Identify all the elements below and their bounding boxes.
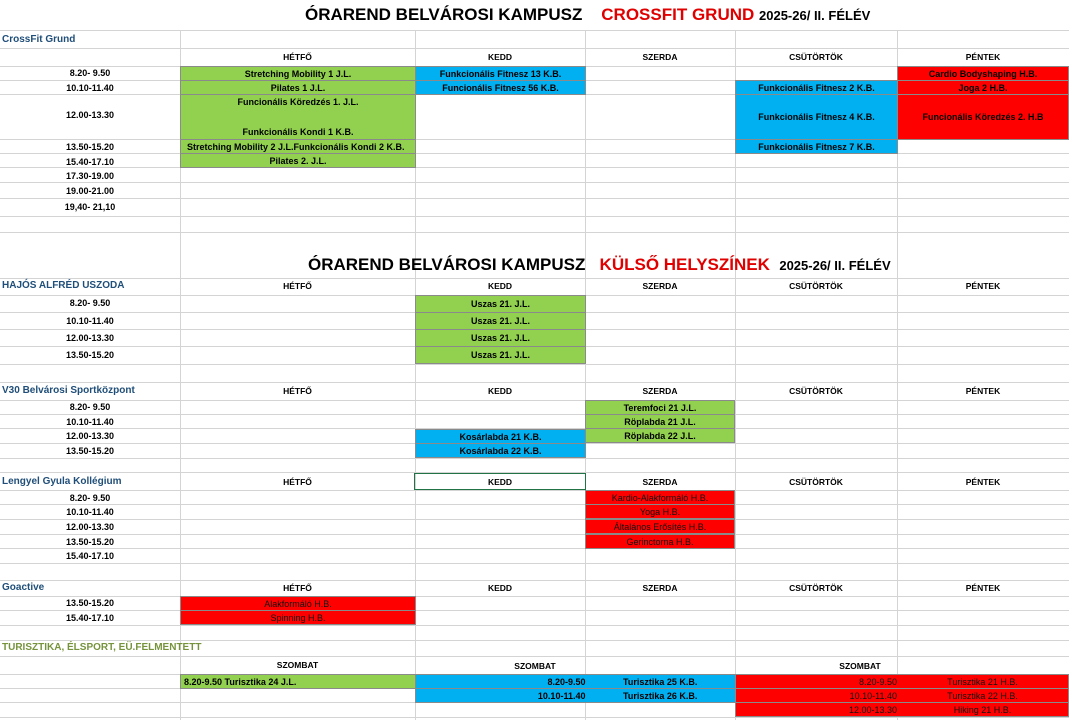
grid-row-line [0,519,1069,520]
grid-row-line [0,534,1069,535]
class-cell[interactable]: Yoga H.B. [585,504,735,519]
time-slot: 12.00-13.30 [65,333,115,343]
time-slot: 13.50-15.20 [65,350,115,360]
class-label: Funcionális Köredzés 1. J.L. [237,97,359,107]
class-cell[interactable]: Alakformáló H.B. [180,596,416,611]
grid-row-line [0,656,1069,657]
grid-row-line [0,30,1069,31]
section-turisztika: TURISZTIKA, ÉLSPORT, EÜ.FELMENTETT [2,642,202,653]
class-cell[interactable]: Funkcionális Fitnesz 4 K.B. [735,94,898,140]
grid-row-line [0,198,1069,199]
grid-row-line [0,232,1069,233]
time-slot: 13.50-15.20 [65,598,115,608]
header-szerda: SZERDA [642,281,678,291]
class-cell[interactable]: Spinning H.B. [180,610,416,625]
header-csutortok: CSÜTÖRTÖK [789,52,843,62]
class-label: Turisztika 22 H.B. [947,690,1018,701]
class-cell[interactable]: Uszas 21. J.L. [415,295,586,313]
header-hetfo: HÉTFŐ [283,52,312,62]
grid-row-line [0,563,1069,564]
class-cell[interactable]: Funcionális Köredzés 2. H.B [897,94,1069,140]
class-cell[interactable]: Stretching Mobility 1 J.L. [180,66,416,81]
time-slot: 12.00-13.30 [65,431,115,441]
title-suffix: 2025-26/ II. FÉLÉV [759,8,871,23]
class-cell[interactable]: Funkcionális Fitnesz 13 K.B. [415,66,586,81]
class-label: Turisztika 21 H.B. [947,676,1018,687]
class-cell[interactable] [735,674,1069,689]
grid-row-line [0,640,1069,641]
grid-row-line [0,717,1069,718]
time-slot: 10.10-11.40 [66,507,114,517]
header-csutortok: CSÜTÖRTÖK [789,386,843,396]
section-v30: V30 Belvárosi Sportközpont [2,385,135,396]
header-csutortok: CSÜTÖRTÖK [789,583,843,593]
header-pentek: PÉNTEK [965,386,1001,396]
class-time: 8.20-9.50 [859,676,898,687]
header-szombat: SZOMBAT [514,661,556,671]
time-slot: 17.30-19.00 [65,171,115,181]
time-slot: 8.20- 9.50 [69,493,111,503]
class-cell[interactable]: Pilates 2. J.L. [180,153,416,168]
header-kedd: KEDD [487,583,513,593]
time-slot: 10.10-11.40 [66,83,114,93]
header-kedd: KEDD [487,281,513,291]
grid-row-line [0,610,1069,611]
class-label: Turisztika 26 K.B. [623,690,698,701]
time-slot: 10.10-11.40 [66,417,114,427]
grid-row-line [0,48,1069,49]
section-goactive: Goactive [2,582,45,593]
grid-row-line [0,490,1069,491]
time-slot: 13.50-15.20 [65,446,115,456]
grid-row-line [0,153,1069,154]
class-cell[interactable]: Kosárlabda 22 K.B. [415,443,586,458]
class-time: 8.20-9.50 [547,676,586,687]
class-cell[interactable]: Kosárlabda 21 K.B. [415,429,586,444]
class-cell[interactable]: Joga 2 H.B. [897,80,1069,95]
time-slot: 19.00-21.00 [65,186,115,196]
grid-row-line [0,580,1069,581]
class-cell-double[interactable] [180,94,416,140]
page-title-kulso [308,255,891,275]
header-szerda: SZERDA [642,583,678,593]
time-slot: 12.00-13.30 [65,522,115,532]
class-cell[interactable]: 8.20-9.50 Turisztika 24 J.L. [180,674,416,689]
time-slot: 8.20- 9.50 [69,298,111,308]
title-prefix: ÓRAREND BELVÁROSI KAMPUSZ [308,255,586,274]
time-slot: 15.40-17.10 [65,551,115,561]
header-hetfo: HÉTFŐ [283,281,312,291]
page-title-crossfit [305,5,870,25]
grid-row-line [0,382,1069,383]
header-pentek: PÉNTEK [965,281,1001,291]
grid-row-line [0,182,1069,183]
header-hetfo: HÉTFŐ [283,477,312,487]
class-label: Hiking 21 H.B. [953,704,1012,715]
class-cell[interactable] [735,702,1069,717]
header-kedd: KEDD [487,386,513,396]
class-cell[interactable]: Általános Erősítés H.B. [585,519,735,534]
class-label: Funkcionális Kondi 2 K.B. [293,141,405,152]
header-szombat: SZOMBAT [839,661,881,671]
section-hajos: HAJÓS ALFRÉD USZODA [2,280,125,291]
class-cell[interactable]: Teremfoci 21 J.L. [585,400,735,415]
grid-row-line [0,625,1069,626]
grid-row-line [0,400,1069,401]
time-slot: 13.50-15.20 [65,142,115,152]
class-cell[interactable] [735,688,1069,703]
selected-cell-kedd[interactable]: KEDD [414,473,586,490]
time-slot: 10.10-11.40 [66,316,114,326]
grid-row-line [0,278,1069,279]
time-slot: 8.20- 9.50 [69,402,111,412]
header-hetfo: HÉTFŐ [283,386,312,396]
time-slot: 15.40-17.10 [65,157,115,167]
class-cell[interactable]: Funcionális Fitnesz 56 K.B. [415,80,586,95]
class-time: 12.00-13.30 [848,704,898,715]
header-csutortok: CSÜTÖRTÖK [789,281,843,291]
class-cell[interactable]: Uszas 21. J.L. [415,312,586,330]
grid-col-line [585,30,586,720]
class-cell[interactable]: Gerinctorna H.B. [585,534,735,549]
time-slot: 15.40-17.10 [65,613,115,623]
class-label: Stretching Mobility 2 J.L. [187,141,294,152]
class-time: 10.10-11.40 [537,690,586,701]
class-cell[interactable]: Pilates 1 J.L. [180,80,416,95]
header-szombat: SZOMBAT [276,660,319,670]
class-cell[interactable]: Funkcionális Fitnesz 2 K.B. [735,80,898,95]
grid-row-line [0,364,1069,365]
grid-row-line [0,414,1069,415]
header-szerda: SZERDA [642,52,678,62]
class-cell[interactable]: Cardio Bodyshaping H.B. [897,66,1069,81]
title-suffix: 2025-26/ II. FÉLÉV [779,258,891,273]
class-label: Funkcionális Kondi 1 K.B. [242,127,354,137]
section-lengyel: Lengyel Gyula Kollégium [2,476,122,487]
class-cell[interactable]: Kardio-Alakformáló H.B. [585,490,735,505]
grid-row-line [0,596,1069,597]
class-cell[interactable]: Uszas 21. J.L. [415,346,586,364]
title-highlight: KÜLSŐ HELYSZÍNEK [599,255,770,274]
grid-row-line [0,167,1069,168]
time-slot: 19,40- 21,10 [64,202,116,212]
header-kedd: KEDD [487,52,513,62]
header-pentek: PÉNTEK [965,583,1001,593]
class-cell[interactable]: Röplabda 21 J.L. [585,414,735,429]
title-prefix: ÓRAREND BELVÁROSI KAMPUSZ [305,5,583,24]
class-cell[interactable] [415,688,736,703]
title-highlight: CROSSFIT GRUND [601,5,755,24]
class-cell[interactable]: Röplabda 22 J.L. [585,428,735,443]
header-pentek: PÉNTEK [965,477,1001,487]
header-pentek: PÉNTEK [965,52,1001,62]
class-cell[interactable]: Funkcionális Fitnesz 7 K.B. [735,139,898,154]
class-time: 10.10-11.40 [849,690,898,701]
header-hetfo: HÉTFŐ [283,583,312,593]
class-cell[interactable] [415,674,736,689]
header-szerda: SZERDA [642,386,678,396]
class-cell-double[interactable] [180,139,416,154]
grid-row-line [0,548,1069,549]
time-slot: 12.00-13.30 [65,110,115,120]
header-szerda: SZERDA [642,477,678,487]
section-crossfit-grund: CrossFit Grund [2,34,76,45]
time-slot: 13.50-15.20 [65,537,115,547]
time-slot: 8.20- 9.50 [69,68,111,78]
grid-row-line [0,504,1069,505]
class-label: Turisztika 25 K.B. [623,676,698,687]
header-csutortok: CSÜTÖRTÖK [789,477,843,487]
grid-row-line [0,216,1069,217]
class-cell[interactable]: Uszas 21. J.L. [415,329,586,347]
grid-row-line [0,458,1069,459]
